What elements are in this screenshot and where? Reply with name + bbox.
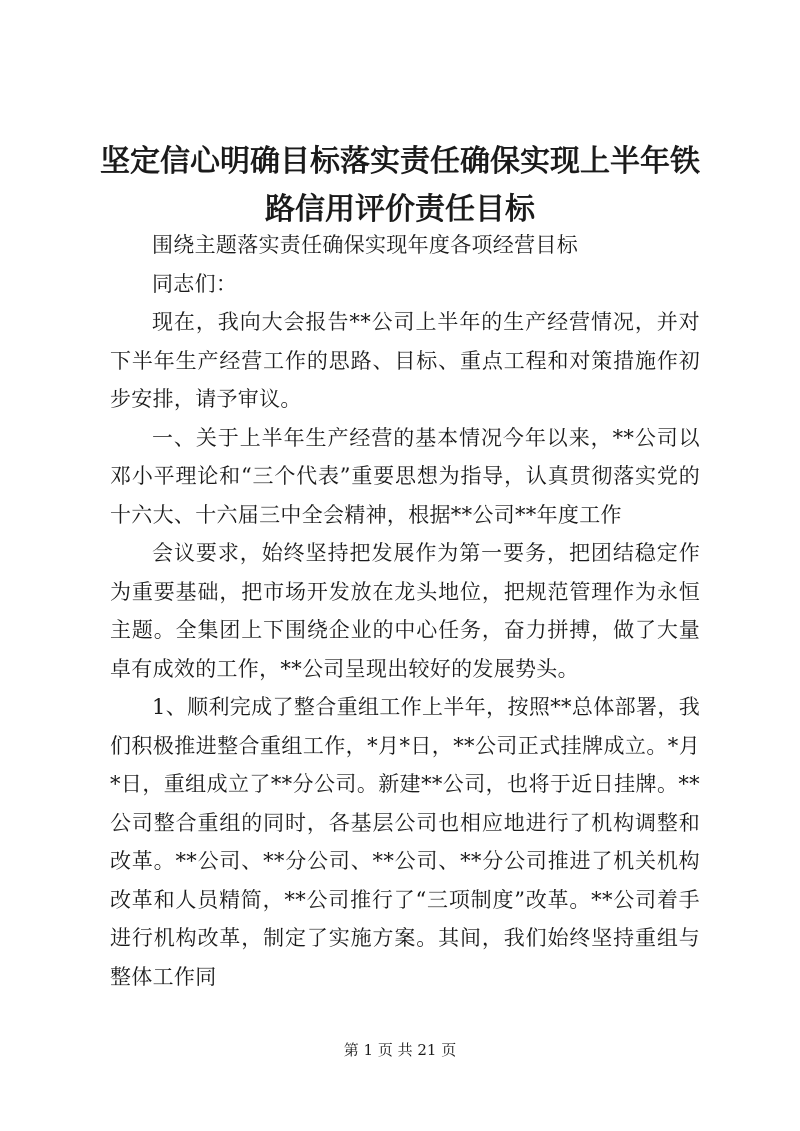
body-paragraph: 1、顺利完成了整合重组工作上半年，按照**总体部署，我们积极推进整合重组工作，*月*日，**公司正式挂牌成立。*月*日，重组成立了**分公司。新建**公司，也将于近日挂牌。**公司整合重组的同时，各基层公司也相应地进行了机构调整和改革。**公司、**分公司、**公司、**分公司推进了机关机构改革和人员精简，**公司推行了“三项制度”改革。**公司着手进行机构改革，制定了实施方案。其间，我们始终坚持重组与整体工作同 bbox=[110, 695, 700, 989]
body-paragraph: 会议要求，始终坚持把发展作为第一要务，把团结稳定作为重要基础，把市场开发放在龙头地位，把规范管理作为永恒主题。全集团上下围绕企业的中心任务，奋力拼搏，做了大量卓有成效的工作，**公司呈现出较好的发展势头。 bbox=[110, 541, 700, 681]
page-footer: 第 1 页 共 21 页 bbox=[343, 1041, 457, 1059]
subtitle-paragraph: 围绕主题落实责任确保实现年度各项经营目标 bbox=[152, 233, 578, 257]
title-line-1: 坚定信心明确目标落实责任确保实现上半年铁 bbox=[100, 144, 700, 179]
document-body bbox=[110, 226, 700, 996]
body-paragraph: 现在，我向大会报告**公司上半年的生产经营情况，并对下半年生产经营工作的思路、目标、重点工程和对策措施作初步安排，请予审议。 bbox=[110, 310, 700, 411]
title-line-2: 路信用评价责任目标 bbox=[265, 192, 535, 227]
salutation-paragraph: 同志们： bbox=[152, 271, 238, 296]
body-paragraph: 一、关于上半年生产经营的基本情况今年以来，**公司以邓小平理论和“三个代表”重要思想为指导，认真贯彻落实党的十六大、十六届三中全会精神，根据**公司**年度工作 bbox=[110, 425, 700, 527]
document-title bbox=[100, 138, 700, 234]
